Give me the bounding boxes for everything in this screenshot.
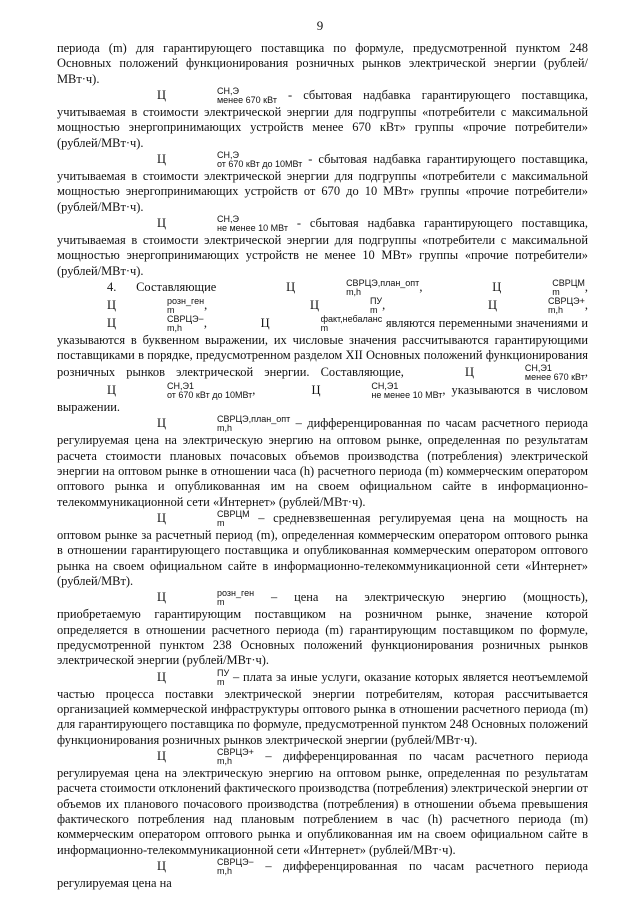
paragraph bbox=[57, 151, 588, 215]
symbol-base: Ц bbox=[309, 297, 319, 312]
symbol-subscript: m bbox=[216, 517, 225, 528]
page-number: 9 bbox=[316, 18, 324, 33]
paragraph-text: – средневзвешенная регулируемая цена на мощность на оптовом рынке за расчетный период (m), определенная коммерческим оператором оптового рынка в отношении гарантирующего поставщика и опубликованная коммерческим оператором оптового рынка на своем официальном сайте в информационно-телекоммуникационной сети «Интернет» (рублей/МВт). bbox=[57, 510, 588, 588]
symbol-subscript: от 670 кВт до 10МВт bbox=[166, 389, 253, 400]
formula-symbol bbox=[211, 315, 383, 333]
symbol-base: Ц bbox=[157, 151, 166, 166]
symbol-superscript: факт,небаланс bbox=[320, 314, 383, 325]
paragraph bbox=[57, 669, 588, 748]
symbol-subscript: m,h bbox=[216, 866, 232, 877]
symbol-superscript: СВРЦЭ,план_опт bbox=[346, 278, 420, 289]
symbol-subscript: m bbox=[216, 597, 225, 608]
symbol-base: Ц bbox=[286, 279, 296, 294]
symbol-base: Ц bbox=[107, 382, 116, 397]
paragraph-text: - сбытовая надбавка гарантирующего поставщика, учитываемая в стоимости электрической энергии для подгруппы «потребители с максимальной мощностью энергопринимающих устройств менее 670 кВт» группы «прочие потребители» (рублей/МВт·ч). bbox=[57, 87, 588, 150]
paragraph-text: - сбытовая надбавка гарантирующего поставщика, учитываемая в стоимости электрической энергии для подгруппы «потребители с максимальной мощностью энергопринимающих устройств не менее 10 МВт» группы «прочие потребители» (рублей/МВт·ч). bbox=[57, 215, 588, 278]
formula-symbol bbox=[438, 297, 585, 315]
formula-symbol bbox=[415, 364, 585, 382]
paragraph-text: , bbox=[584, 297, 588, 312]
symbol-superscript: СН,Э1 bbox=[524, 362, 552, 373]
formula-symbol bbox=[107, 151, 302, 169]
symbol-superscript: розн_ген bbox=[166, 296, 205, 307]
paragraph bbox=[57, 215, 588, 279]
formula-symbol bbox=[107, 748, 254, 766]
symbol-subscript: m,h bbox=[216, 756, 232, 766]
symbol-base: Ц bbox=[157, 416, 166, 431]
symbol-superscript: СВРЦЭ− bbox=[166, 314, 204, 325]
symbol-base: Ц bbox=[492, 279, 502, 294]
symbol-superscript: СН,Э bbox=[216, 86, 239, 97]
paragraph bbox=[57, 858, 588, 891]
formula-symbol bbox=[107, 87, 277, 105]
paragraph-text: – дифференцированная по часам расчетного периода регулируемая цена на bbox=[57, 858, 588, 891]
symbol-superscript: СВРЦЭ,план_опт bbox=[216, 414, 291, 425]
symbol-superscript: СВРЦМ bbox=[216, 508, 250, 519]
symbol-base: Ц bbox=[157, 510, 166, 525]
symbol-subscript: m,h bbox=[548, 305, 564, 316]
paragraph-text: – цена на электрическую энергию (мощность), приобретаемую гарантирующим поставщиком на розничном рынке, значение которой определяется в отношении расчетного периода (m) гарантирующим поставщиком по формуле, предусмотренной пунктом 238 Основных положений функционирования розничных рынков электрической энергии (рублей/МВт·ч). bbox=[57, 590, 588, 668]
formula-symbol bbox=[57, 315, 204, 333]
symbol-subscript: m,h bbox=[346, 287, 362, 298]
formula-symbol bbox=[107, 415, 290, 433]
symbol-superscript: СН,Э1 bbox=[371, 380, 399, 391]
paragraph-text: – дифференцированная по часам расчетного периода регулируемая цена на электрическую энергию на оптовом рынке, определенная по результатам расчета стоимости плановых почасовых объемов производства (потребления) электрической энергии на оптовом рынке в отношении часа (h) расчетного периода (m) коммерческим оператором оптового рынка и опубликованная им на своем официальном сайте в информационно-телекоммуникационной сети «Интернет» (рублей/МВт·ч). bbox=[57, 416, 588, 509]
symbol-subscript: от 670 кВт до 10МВт bbox=[216, 159, 303, 170]
symbol-base: Ц bbox=[464, 364, 474, 379]
paragraph-text: , bbox=[204, 297, 260, 312]
paragraph bbox=[57, 415, 588, 510]
paragraph-text: , bbox=[382, 297, 439, 312]
paragraph-text: 4. Составляющие bbox=[107, 279, 237, 294]
formula-symbol bbox=[260, 297, 382, 315]
symbol-superscript: розн_ген bbox=[216, 588, 255, 599]
paragraph bbox=[57, 748, 588, 858]
formula-symbol bbox=[236, 279, 419, 297]
symbol-base: Ц bbox=[157, 858, 166, 873]
paragraph bbox=[57, 87, 588, 151]
symbol-subscript: m,h bbox=[216, 423, 232, 434]
symbol-superscript: ПУ bbox=[369, 296, 383, 307]
symbol-base: Ц bbox=[107, 297, 116, 312]
symbol-subscript: не менее 10 МВт bbox=[371, 389, 443, 400]
formula-symbol bbox=[107, 215, 288, 233]
symbol-base: Ц bbox=[157, 748, 166, 763]
paragraph-text: являются переменными значениями и указываются в буквенном выражении, их числовые значения рассчитываются гарантирующими поставщиками в порядке, предусмотренном разделом XII Основных положений функционирования розничных рынков электрической энергии. Составляющие, bbox=[57, 315, 589, 379]
paragraph-text: , указываются в числовом выражении. bbox=[57, 382, 589, 414]
symbol-subscript: не менее 10 МВт bbox=[216, 223, 288, 234]
symbol-subscript: m bbox=[369, 305, 378, 316]
formula-symbol bbox=[107, 510, 250, 528]
symbol-subscript: менее 670 кВт bbox=[216, 95, 277, 106]
paragraph bbox=[57, 41, 588, 87]
formula-symbol bbox=[107, 858, 254, 876]
symbol-subscript: m bbox=[552, 287, 560, 298]
paragraph-text: , bbox=[584, 279, 588, 294]
symbol-superscript: СН,Э1 bbox=[166, 380, 194, 391]
paragraph-text: , bbox=[252, 382, 262, 397]
paragraph-text: – плата за иные услуги, оказание которых является неотъемлемой частью процесса поставки электрической энергии потребителям, которая рассчитывается организацией коммерческой инфраструктуры оптового рынка в отношении расчетного периода (m) для гарантирующего поставщика по формуле, предусмотренной пунктом 248 Основных положений функционирования розничных рынков электрической энергии (рублей/МВт·ч). bbox=[57, 669, 588, 747]
formula-symbol bbox=[107, 589, 254, 607]
document-body bbox=[57, 41, 588, 891]
formula-symbol bbox=[57, 382, 252, 400]
formula-symbol bbox=[442, 279, 585, 297]
symbol-base: Ц bbox=[311, 382, 321, 397]
symbol-subscript: m bbox=[216, 676, 225, 687]
paragraph-text: , bbox=[419, 279, 443, 294]
paragraph bbox=[57, 589, 588, 668]
formula-symbol bbox=[57, 297, 204, 315]
formula-symbol bbox=[261, 382, 442, 400]
symbol-superscript: СВРЦЭ+ bbox=[216, 747, 254, 757]
symbol-superscript: СН,Э bbox=[216, 150, 239, 161]
paragraph-text: , bbox=[203, 315, 211, 330]
paragraph-text: , bbox=[584, 364, 588, 379]
symbol-subscript: m bbox=[320, 323, 329, 334]
paragraph-text: – дифференцированная по часам расчетного периода регулируемая цена на электрическую энергию на оптовом рынке, определенная по результатам расчета стоимости отклонений фактического производства (потребления) электрической энергии от объемов их планового почасового производства (потребления) в отношении объема превышения фактического потребления над плановым потреблением в час (h) расчетного периода (m) коммерческим оператором оптового рынка и опубликованная им на своем официальном сайте в информационно-телекоммуникационной сети «Интернет» (рублей/МВт·ч). bbox=[57, 748, 588, 857]
symbol-base: Ц bbox=[107, 315, 116, 330]
symbol-base: Ц bbox=[157, 215, 166, 230]
paragraph-text: периода (m) для гарантирующего поставщика по формуле, предусмотренной пунктом 248 Основных положений функционирования розничных рынков электрической энергии (рублей/МВт·ч). bbox=[57, 41, 588, 86]
symbol-subscript: m,h bbox=[166, 323, 182, 334]
symbol-superscript: СВРЦЭ− bbox=[216, 857, 254, 868]
symbol-superscript: СВРЦМ bbox=[552, 278, 585, 289]
symbol-superscript: СН,Э bbox=[216, 214, 239, 225]
symbol-base: Ц bbox=[260, 315, 270, 330]
symbol-superscript: ПУ bbox=[216, 667, 230, 678]
symbol-superscript: СВРЦЭ+ bbox=[548, 296, 585, 307]
symbol-base: Ц bbox=[488, 297, 497, 312]
symbol-base: Ц bbox=[157, 87, 166, 102]
paragraph bbox=[57, 510, 588, 589]
symbol-base: Ц bbox=[157, 590, 166, 605]
formula-symbol bbox=[107, 669, 229, 687]
paragraph-text: - сбытовая надбавка гарантирующего поставщика, учитываемая в стоимости электрической энергии для подгруппы «потребители с максимальной мощностью энергопринимающих устройств от 670 до 10 МВт» группы «прочие потребители» (рублей/МВт·ч). bbox=[57, 151, 588, 214]
symbol-subscript: менее 670 кВт bbox=[524, 371, 585, 382]
paragraph bbox=[57, 279, 588, 415]
symbol-subscript: m bbox=[166, 305, 175, 316]
symbol-base: Ц bbox=[157, 669, 166, 684]
